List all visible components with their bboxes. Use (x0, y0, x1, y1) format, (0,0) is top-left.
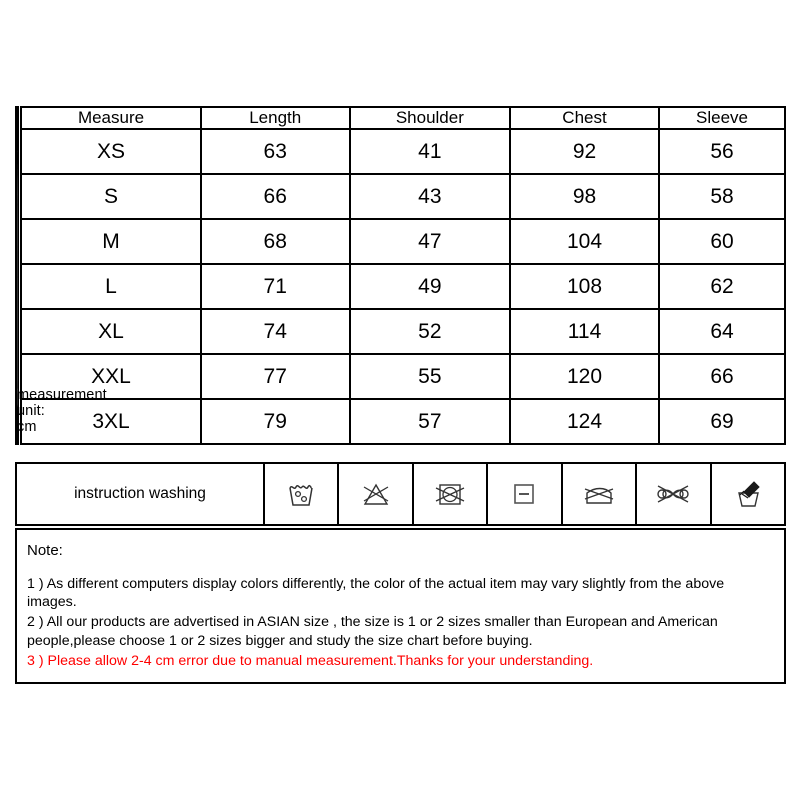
cell-chest: 104 (510, 219, 659, 264)
wash-icon-cell (265, 464, 339, 524)
cell-sleeve: 60 (659, 219, 785, 264)
header-measure: Measure (21, 107, 200, 129)
washing-instructions-label: instruction washing (17, 464, 265, 524)
washing-instructions-section (15, 462, 786, 526)
cell-measure: S (21, 174, 200, 219)
cell-shoulder: 41 (350, 129, 510, 174)
top-section (15, 106, 786, 445)
cell-chest: 92 (510, 129, 659, 174)
cell-shoulder: 55 (350, 354, 510, 399)
cell-sleeve: 62 (659, 264, 785, 309)
cell-sleeve: 69 (659, 399, 785, 444)
note-section (15, 528, 786, 684)
cell-shoulder: 43 (350, 174, 510, 219)
cell-chest: 124 (510, 399, 659, 444)
table-row (21, 219, 785, 264)
cell-length: 71 (201, 264, 350, 309)
cell-length: 77 (201, 354, 350, 399)
wash-icon-cell (637, 464, 711, 524)
table-row (21, 354, 785, 399)
cell-shoulder: 47 (350, 219, 510, 264)
table-row (21, 309, 785, 354)
table-header-row (21, 107, 785, 129)
wash-icon-cell (414, 464, 488, 524)
cell-sleeve: 58 (659, 174, 785, 219)
cell-measure: XS (21, 129, 200, 174)
cell-length: 68 (201, 219, 350, 264)
cell-measure: M (21, 219, 200, 264)
cell-shoulder: 49 (350, 264, 510, 309)
wash-icon-cell (339, 464, 413, 524)
cell-length: 79 (201, 399, 350, 444)
cell-length: 63 (201, 129, 350, 174)
cell-sleeve: 66 (659, 354, 785, 399)
cell-chest: 98 (510, 174, 659, 219)
do-not-bleach-icon (359, 479, 393, 509)
cell-measure: XXL (21, 354, 200, 399)
wash-icon-cell (563, 464, 637, 524)
cell-shoulder: 52 (350, 309, 510, 354)
header-length: Length (201, 107, 350, 129)
size-table-wrapper (20, 106, 786, 445)
note-line-3: 3 ) Please allow 2-4 cm error due to manual measurement.Thanks for your understanding. (27, 652, 594, 669)
cell-measure: L (21, 264, 200, 309)
dry-flat-icon (507, 479, 541, 509)
header-sleeve: Sleeve (659, 107, 785, 129)
do-not-tumble-dry-icon (433, 479, 467, 509)
cell-measure: 3XL (21, 399, 200, 444)
note-title: Note: (27, 542, 63, 559)
table-row (21, 174, 785, 219)
do-not-iron-icon (581, 479, 617, 509)
cell-sleeve: 64 (659, 309, 785, 354)
note-line-1: 1 ) As different computers display colors differently, the color of the actual item may vary slightly from the above images. (27, 576, 725, 611)
cell-chest: 120 (510, 354, 659, 399)
size-table (20, 106, 786, 445)
cell-shoulder: 57 (350, 399, 510, 444)
garment-diagram-panel (15, 106, 107, 445)
cell-sleeve: 56 (659, 129, 785, 174)
table-row (21, 129, 785, 174)
cell-chest: 108 (510, 264, 659, 309)
cell-measure: XL (21, 309, 200, 354)
cell-length: 66 (201, 174, 350, 219)
cell-length: 74 (201, 309, 350, 354)
machine-wash-gentle-icon (284, 479, 318, 509)
table-row (21, 264, 785, 309)
wash-icon-cell (712, 464, 784, 524)
cell-chest: 114 (510, 309, 659, 354)
wash-icon-cell (488, 464, 562, 524)
table-row (21, 399, 785, 444)
header-shoulder: Shoulder (350, 107, 510, 129)
do-not-wring-icon (653, 479, 693, 509)
note-line-2: 2 ) All our products are advertised in ASIAN size , the size is 1 or 2 sizes smaller than European and American people,please choose 1 or 2 sizes bigger and study the size chart before buying. (27, 614, 718, 649)
header-chest: Chest (510, 107, 659, 129)
hand-brush-wash-icon (731, 478, 765, 510)
